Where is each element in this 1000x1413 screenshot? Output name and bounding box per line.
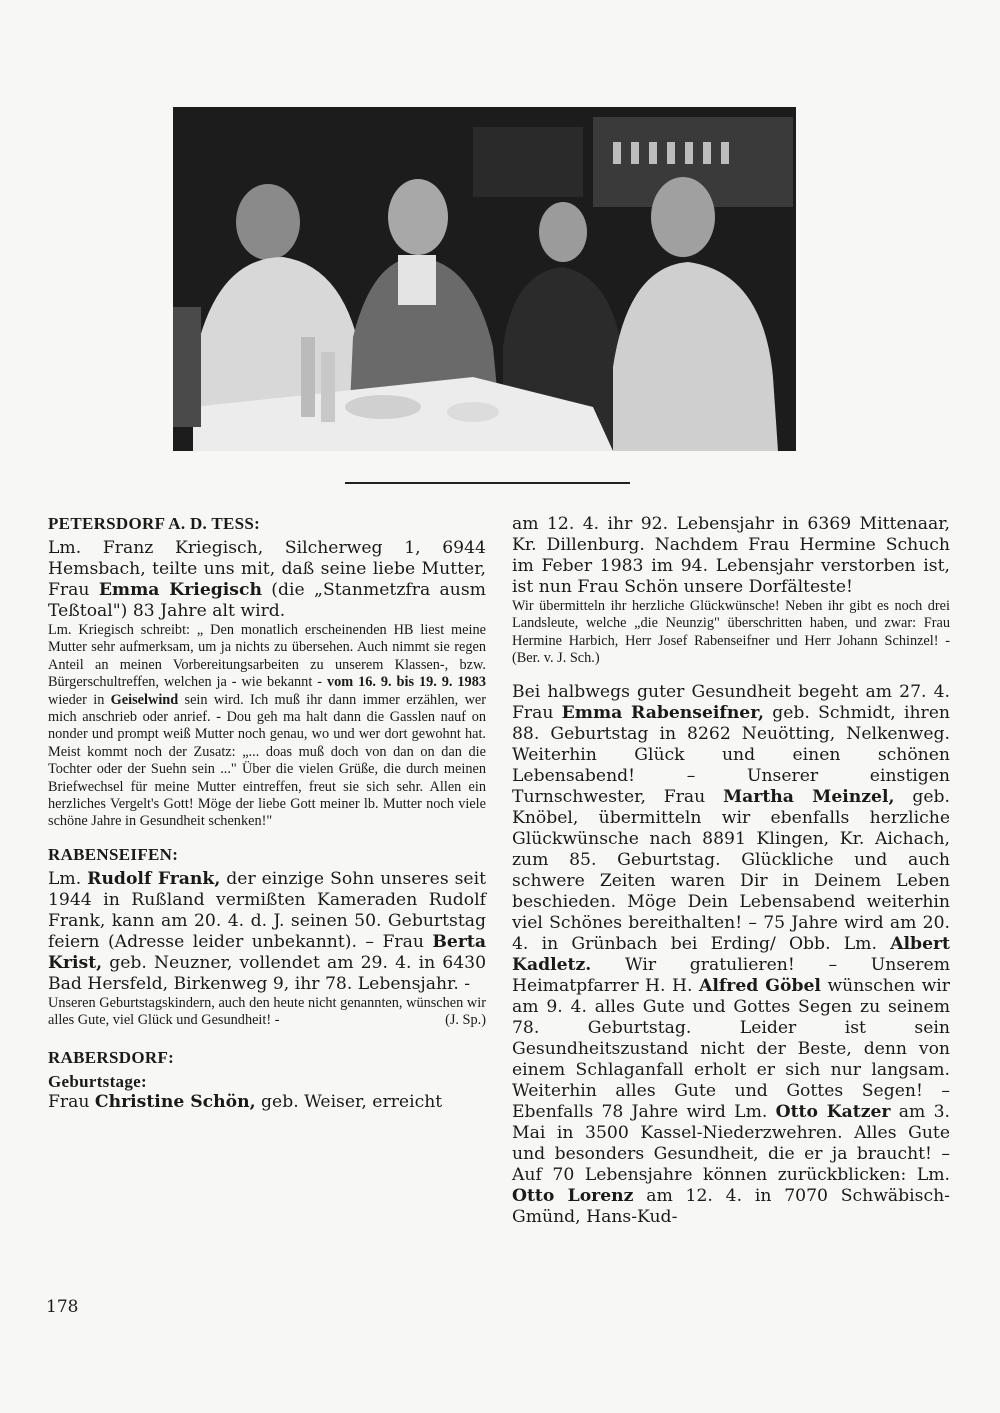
left-column [48, 514, 486, 1113]
name-emma-kriegisch: Emma Kriegisch [98, 580, 262, 600]
paragraph-kriegisch-letter [48, 622, 486, 831]
text: (die „Stanmetzfra ausm Teßtoal") 83 Jahre alt wird. [48, 580, 486, 621]
text: Bei halbwegs guter Gesundheit begeht am 27. 4. Frau [512, 681, 950, 723]
text: sein wird. Ich muß ihr dann immer erzählen, wer mich anschrieb oder anrief. - Dou geh ma halt dann die Gasslen nauf on nonder und prompt weiß Mutter noch genau, wo und wer dort gewohnt hat. Meist kommt noch der Zusatz: „... doas muß doch von dan on dan die Tochter oder der Suehn sein ..." Über die vielen Grüße, die durch meinen Briefwechsel für meine Mutter eintreffen, freut sie sich sehr. Allen ein herzliches Vergelt's Gott! Möge der liebe Gott meiner lb. Mutter noch viele schöne Jahre in Gesundheit schenken!" [48, 691, 487, 830]
paragraph-rabenseifen [48, 869, 486, 995]
text: geb. Weiser, erreicht [255, 1091, 443, 1112]
date-range: vom 16. 9. bis 19. 9. 1983 [326, 674, 487, 691]
right-column [512, 514, 950, 1228]
name-albert-kadletz: Albert Kadletz. [512, 933, 950, 975]
name-emma-rabenseifner: Emma Rabenseifner, [561, 702, 765, 723]
text: Unseren Geburtstagskindern, auch den heute nicht genannten, wünschen wir alles Gute, viel Glück und Gesundheit! - [48, 994, 486, 1029]
name-christine-schoen: Christine Schön, [94, 1091, 256, 1112]
text: geb. Schmidt, ihren 88. Geburtstag in 8262 Neuötting, Nelkenweg. Weiterhin Glück und einen schönen Lebensabend! – Unserer einstigen Turnschwester, Frau [512, 702, 950, 807]
place-geiselwind: Geiselwind [110, 691, 179, 708]
heading-rabenseifen: RABENSEIFEN: [48, 844, 179, 864]
paragraph-congratulations: Wir übermitteln ihr herzliche Glückwünsche! Neben ihr gibt es noch drei Landsleute, welche „die Neunzig" überschritten haben, und zwar: Frau Hermine Harbich, Herr Josef Rabenseifner und Herr Johann Schinzel! - (Ber. v. J. Sch.) [512, 598, 950, 667]
text: wünschen wir am 9. 4. alles Gute und Gottes Segen zu seinem 78. Geburtstag. Leider ist sein Gesundheitszustand nicht der Beste, denn von einem Schlaganfall erholt er sich nur langsam. Weiterhin alles Gute und Gottes Segen! – Ebenfalls 78 Jahre wird Lm. [512, 975, 951, 1122]
signature-j-sp: (J. Sp.) [445, 1012, 486, 1029]
text: geb. Knöbel, übermitteln wir ebenfalls herzliche Glückwünsche nach 8891 Klingen, Kr. Aichach, zum 85. Geburtstag. Glückliche und auch schwere Zeiten waren Dir in Deinem Leben beschieden. Möge Dein Lebensabend weiterhin viel Schönes bereithalten! – 75 Jahre wird am 20. 4. in Grünbach bei Erding/ Obb. Lm. [512, 786, 950, 954]
text: wieder in [48, 691, 111, 708]
text: Lm. Franz Kriegisch, Silcherweg 1, 6944 Hemsbach, teilte uns mit, daß seine liebe Mutter, Frau [48, 538, 486, 600]
paragraph-rabenseifen-wishes [48, 995, 486, 1030]
text: Wir gratulieren! – Unserem Heimatpfarrer H. H. [512, 954, 950, 996]
text: Lm. [48, 868, 88, 889]
name-rudolf-frank: Rudolf Frank, [87, 868, 221, 889]
text: am 3. Mai in 3500 Kassel-Niederzwehren. Alles Gute und besonders Gesundheit, die er ja braucht! – Auf 70 Lebensjahre können zurückblicken: Lm. [512, 1101, 950, 1185]
name-alfred-goebel: Alfred Göbel [699, 975, 821, 996]
text: der einzige Sohn unseres seit 1944 in Rußland vermißten Kameraden Rudolf Frank, kann am 20. 4. d. J. seinen 50. Geburtstag feiern (Adresse leider unbekannt). – Frau [48, 868, 487, 952]
photo-illustration [173, 107, 796, 451]
text: geb. Neuzner, vollendet am 29. 4. in 6430 Bad Hersfeld, Birkenweg 9, ihr 78. Lebensjahr. - [48, 952, 486, 994]
paragraph-schoen-continued: am 12. 4. ihr 92. Lebensjahr in 6369 Mittenaar, Kr. Dillenburg. Nachdem Frau Hermine Schuch im Feber 1983 im 94. Lebensjahr verstorben ist, ist nun Frau Schön unsere Dorfälteste! [512, 514, 950, 597]
text: Frau [48, 1091, 95, 1112]
subheading-geburtstage: Geburtstage: [48, 1071, 147, 1091]
heading-rabersdorf: RABERSDORF: [48, 1047, 175, 1067]
paragraph-kriegisch-intro [48, 538, 486, 622]
paragraph-birthdays [512, 682, 950, 1228]
name-otto-katzer: Otto Katzer [775, 1101, 891, 1122]
name-otto-lorenz: Otto Lorenz [512, 1185, 634, 1206]
text: am 12. 4. in 7070 Schwäbisch-Gmünd, Hans-Kud- [512, 1185, 950, 1227]
name-martha-meinzel: Martha Meinzel, [723, 786, 895, 807]
text: Lm. Kriegisch schreibt: „ Den monatlich erscheinenden HB liest meine Mutter sehr aufmerksam, um ja nichts zu übersehen. Auch nimmt sie regen Anteil an meinen Vorbereitungsarbeiten zu unserem Klassen-, bzw. Bürgerschultreffen, welchen ja - wie bekannt - [48, 622, 486, 691]
page-number: 178 [46, 1297, 79, 1317]
name-berta-krist: Berta Krist, [48, 931, 486, 973]
paragraph-christine-schoen [48, 1092, 486, 1113]
heading-petersdorf: PETERSDORF A. D. TESS: [48, 514, 261, 533]
group-photo [173, 107, 796, 451]
separator-rule [345, 482, 630, 484]
